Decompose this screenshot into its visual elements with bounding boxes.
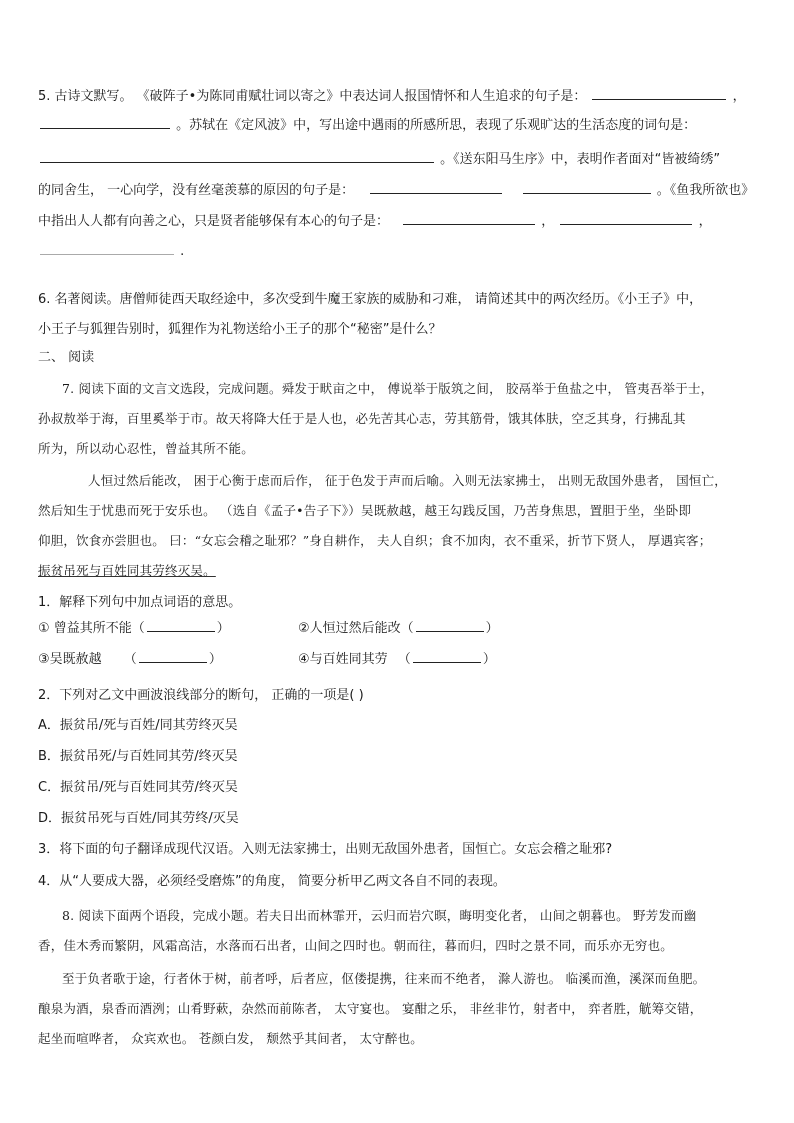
q5-line-2 [38,117,696,134]
q5-text: 5. 古诗文默写。 《破阵子•为陈同甫赋壮词以寄之》中表达词人报国情怀和人生追求的句子是： [38,89,587,104]
q5-text: 。《鱼我所欲也》 [656,183,755,198]
answer-blank[interactable] [416,620,484,632]
q7-passage-line: 孙叔敖举于海，百里奚举于市。故天将降大任于是人也，必先苦其心志，劳其筋骨，饿其体肤，空乏其身，行拂乱其 [38,411,686,426]
answer-blank[interactable] [139,651,207,663]
q6-line-1: 6. 名著阅读。唐僧师徒西天取经途中，多次受到牛魔王家族的威胁和刁难， 请简述其中的两次经历。《小王子》中， [38,292,703,307]
answer-blank[interactable] [523,182,651,194]
q6-line-2: 小王子与狐狸告别时，狐狸作为礼物送给小王子的那个“秘密”是什么？ [38,322,442,337]
answer-blank[interactable] [40,151,434,163]
paren: （ [397,652,411,667]
q5-text: ， [732,89,746,104]
item-text: ②人恒过然后能改（ [298,621,414,636]
q5-text: 中指出人人都有向善之心，只是贤者能够保有本心的句子是： [38,214,390,229]
q8-passage-line: 起坐而喧哗者， 众宾欢也。 苍颜白发， 颓然乎其间者， 太守醉也。 [38,1031,423,1046]
paren: ） [485,621,499,636]
option-d[interactable]: D．振贫吊死与百姓/同其劳终/灭吴 [38,811,239,826]
q7-sub3: 3．将下面的句子翻译成现代汉语。入则无法家拂士，出则无敌国外患者，国恒亡。女忘会稽之耻邪? [38,842,613,857]
wavy-underlined-sentence: 振贫吊死与百姓同其劳终灭吴。 [38,563,216,578]
answer-blank[interactable] [370,182,502,194]
q5-text: . [180,244,185,259]
option-c[interactable]: C．振贫吊/死与百姓同其劳/终灭吴 [38,780,238,795]
option-b[interactable]: B．振贫吊死/与百姓同其劳/终灭吴 [38,749,238,764]
q5-text: 。苏轼在《定风波》中，写出途中遇雨的所感所思，表现了乐观旷达的生活态度的词句是： [176,118,697,133]
q8-passage-line: 酿泉为酒，泉香而酒洌；山肴野蔌，杂然而前陈者， 太守宴也。 宴酣之乐， 非丝非竹，射者中， 弈者胜，觥筹交错， [38,1001,703,1016]
paren: ） [208,652,222,667]
q7-passage-line: 人恒过然后能改， 困于心衡于虑而后作， 征于色发于声而后喻。入则无法家拂士， 出则无敌国外患者， 国恒亡， [88,473,727,488]
q7-sub1-item-4 [298,651,496,668]
q5-text: 的同舍生， 一心向学，没有丝毫羡慕的原因的句子是： [38,183,355,198]
q7-passage-line: 然后知生于忧患而死于安乐也。 （选自《孟子•告子下》）吴既赦越，越王勾践反国，乃苦身焦思，置胆于坐，坐卧即 [38,503,692,518]
q7-sub1-item-2 [298,620,499,637]
paren: ） [482,652,496,667]
paren: ） [216,621,230,636]
q5-text: ， [541,214,555,229]
item-text: ① 曾益其所不能（ [38,621,145,636]
answer-blank[interactable] [413,651,481,663]
q5-line-6 [38,243,184,260]
q5-line-3 [38,151,720,168]
q7-passage-line: 所为，所以动心忍性，曾益其所不能。 [38,441,254,456]
q7-sub2-title: 2．下列对乙文中画波浪线部分的断句， 正确的一项是( ) [38,688,364,703]
q7-sub1-title: 1．解释下列句中加点词语的意思。 [38,595,242,610]
q5-line-4 [38,182,754,199]
q5-line-5 [38,213,712,230]
q8-passage-line: 8. 阅读下面两个语段，完成小题。若夫日出而林霏开，云归而岩穴暝，晦明变化者， 山间之朝暮也。 野芳发而幽 [62,908,697,923]
q7-sub1-item-1 [38,620,230,637]
q7-sub1-item-3 [38,651,222,668]
item-text: ③吴既赦越 [38,652,102,667]
answer-blank[interactable] [403,213,535,225]
paren: （ [123,652,137,667]
q7-passage-line: 7. 阅读下面的文言文选段，完成问题。舜发于畎亩之中， 傅说举于版筑之间， 胶鬲举于鱼盐之中， 管夷吾举于士， [62,381,714,396]
item-text: ④与百姓同其劳 [298,652,388,667]
q5-line-1 [38,88,746,105]
answer-blank[interactable] [560,213,692,225]
answer-blank[interactable] [40,117,170,129]
q7-sub4: 4．从“人要成大器，必须经受磨炼”的角度， 简要分析甲乙两文各自不同的表现。 [38,874,506,889]
q8-passage-line: 香，佳木秀而繁阴，风霜高洁，水落而石出者，山间之四时也。朝而往，暮而归，四时之景不同，而乐亦无穷也。 [38,938,674,953]
answer-blank[interactable] [40,243,174,255]
option-a[interactable]: A．振贫吊/死与百姓/同其劳终灭吴 [38,718,238,733]
q5-text: ， [698,214,712,229]
section-heading: 二、 阅读 [38,350,95,365]
answer-blank[interactable] [147,620,215,632]
q7-passage-line: 仰胆，饮食亦尝胆也。 曰：“女忘会稽之耻邪？”身自耕作， 夫人自织；食不加肉，衣不重采，折节下贤人， 厚遇宾客； [38,533,712,548]
q8-passage-line: 至于负者歌于途，行者休于树，前者呼，后者应，伛偻提携，往来而不绝者， 滁人游也。 临溪而渔，溪深而鱼肥。 [62,971,706,986]
q5-text: 。《送东阳马生序》中，表明作者面对“皆被绮绣” [440,152,721,167]
answer-blank[interactable] [592,88,726,100]
